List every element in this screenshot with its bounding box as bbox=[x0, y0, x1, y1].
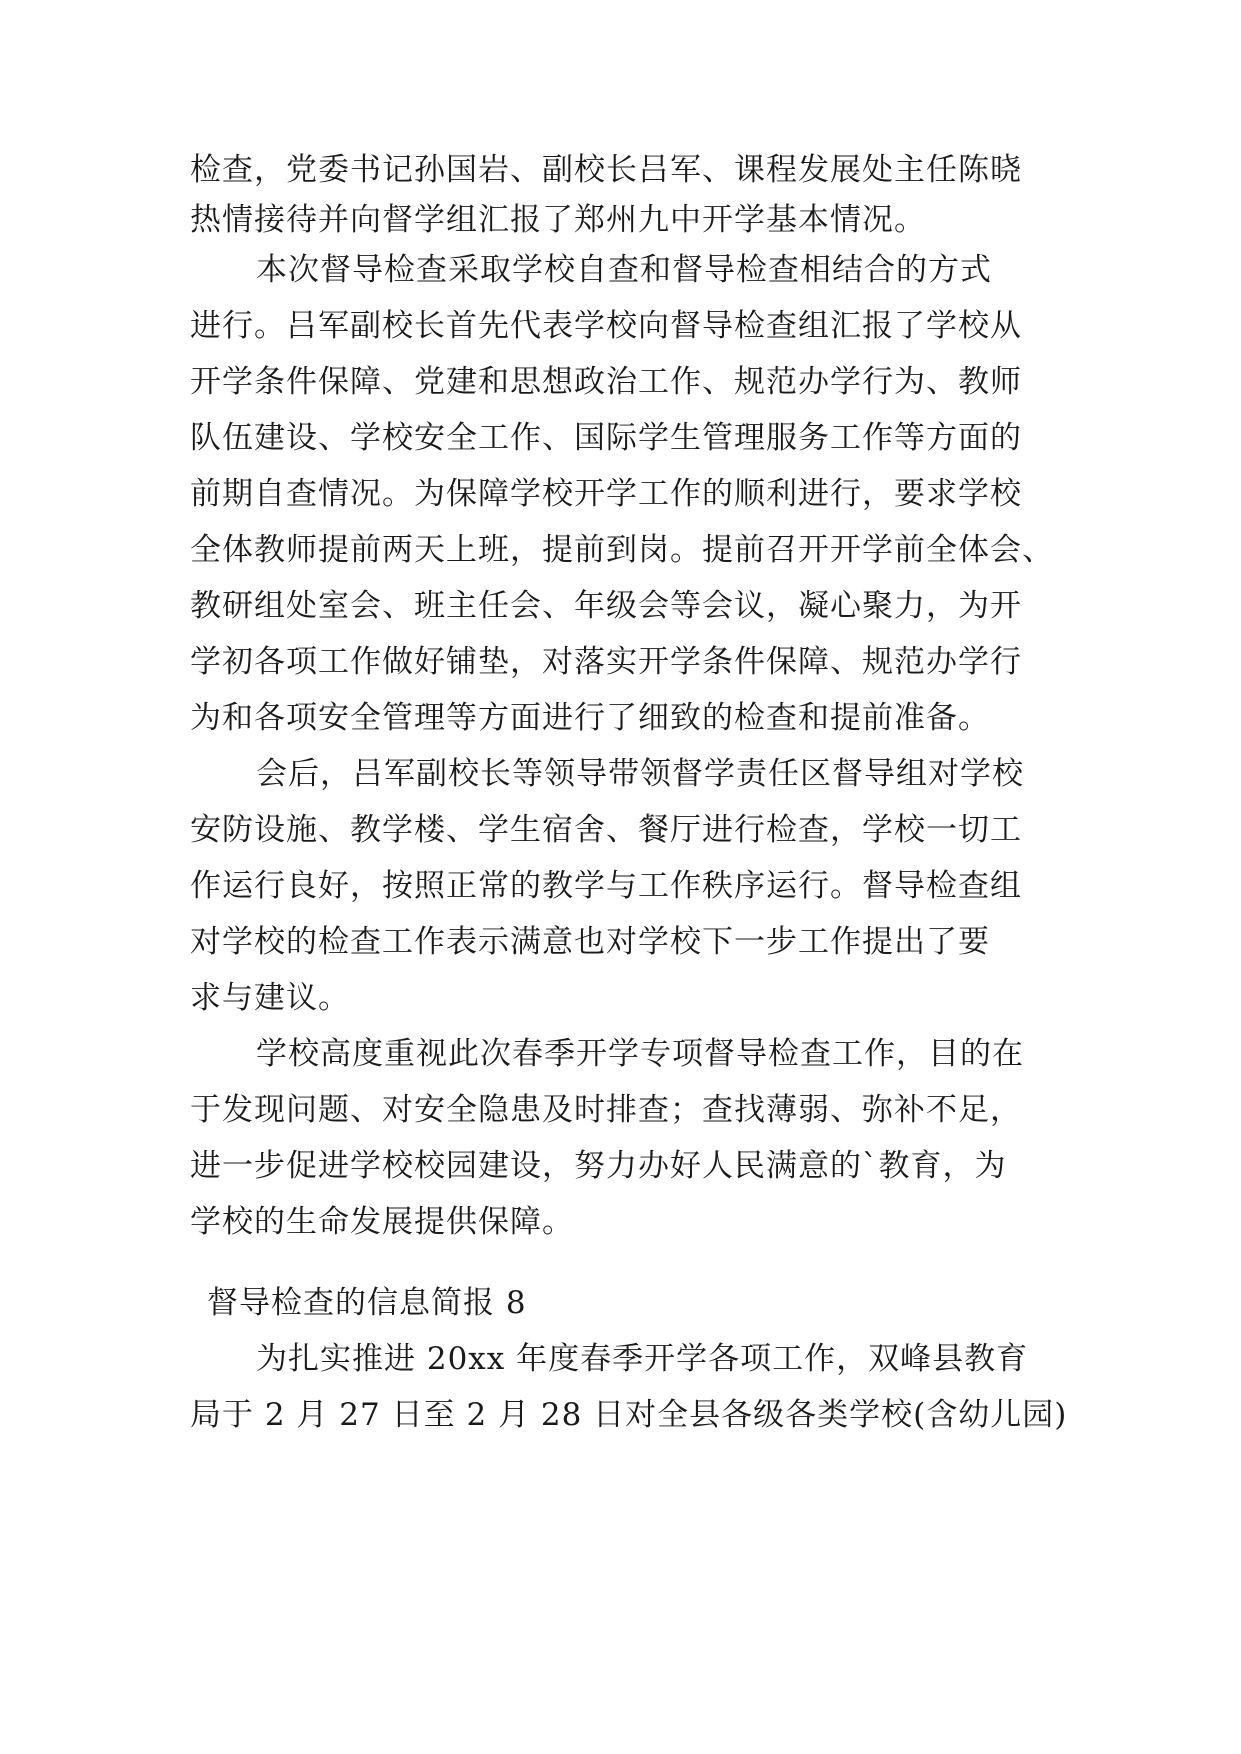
text-line: 全体教师提前两天上班，提前到岗。提前召开开学前全体会、 bbox=[190, 532, 1054, 568]
text-line: 开学条件保障、党建和思想政治工作、规范办学行为、教师 bbox=[190, 364, 1022, 400]
paragraph-first-line: 为扎实推进 20xx 年度春季开学各项工作，双峰县教育 bbox=[256, 1341, 1029, 1377]
text-line: 局于 2 月 27 日至 2 月 28 日对全县各级各类学校(含幼儿园) bbox=[190, 1397, 1068, 1433]
text-line: 对学校的检查工作表示满意也对学校下一步工作提出了要 bbox=[190, 924, 990, 960]
text-line: 为和各项安全管理等方面进行了细致的检查和提前准备。 bbox=[190, 700, 990, 736]
text-line: 作运行良好，按照正常的教学与工作秩序运行。督导检查组 bbox=[190, 868, 1022, 904]
text-line: 安防设施、教学楼、学生宿舍、餐厅进行检查，学校一切工 bbox=[190, 812, 1022, 848]
paragraph-first-line: 学校高度重视此次春季开学专项督导检查工作，目的在 bbox=[256, 1036, 1024, 1072]
text-line: 热情接待并向督学组汇报了郑州九中开学基本情况。 bbox=[190, 202, 926, 238]
paragraph-first-line: 会后，吕军副校长等领导带领督学责任区督导组对学校 bbox=[256, 756, 1024, 792]
text-line: 队伍建设、学校安全工作、国际学生管理服务工作等方面的 bbox=[190, 420, 1022, 456]
text-line: 教研组处室会、班主任会、年级会等会议，凝心聚力，为开 bbox=[190, 588, 1022, 624]
text-line: 求与建议。 bbox=[190, 980, 350, 1016]
paragraph-first-line: 本次督导检查采取学校自查和督导检查相结合的方式 bbox=[256, 252, 992, 288]
text-line: 学初各项工作做好铺垫，对落实开学条件保障、规范办学行 bbox=[190, 644, 1022, 680]
text-line: 学校的生命发展提供保障。 bbox=[190, 1204, 574, 1240]
text-line: 前期自查情况。为保障学校开学工作的顺利进行，要求学校 bbox=[190, 476, 1022, 512]
section-heading: 督导检查的信息简报 8 bbox=[207, 1285, 527, 1321]
text-line: 检查，党委书记孙国岩、副校长吕军、课程发展处主任陈晓 bbox=[190, 152, 1022, 188]
text-line: 进一步促进学校校园建设，努力办好人民满意的`教育，为 bbox=[190, 1148, 1007, 1184]
text-line: 进行。吕军副校长首先代表学校向督导检查组汇报了学校从 bbox=[190, 308, 1022, 344]
text-line: 于发现问题、对安全隐患及时排查；查找薄弱、弥补不足， bbox=[190, 1092, 1022, 1128]
